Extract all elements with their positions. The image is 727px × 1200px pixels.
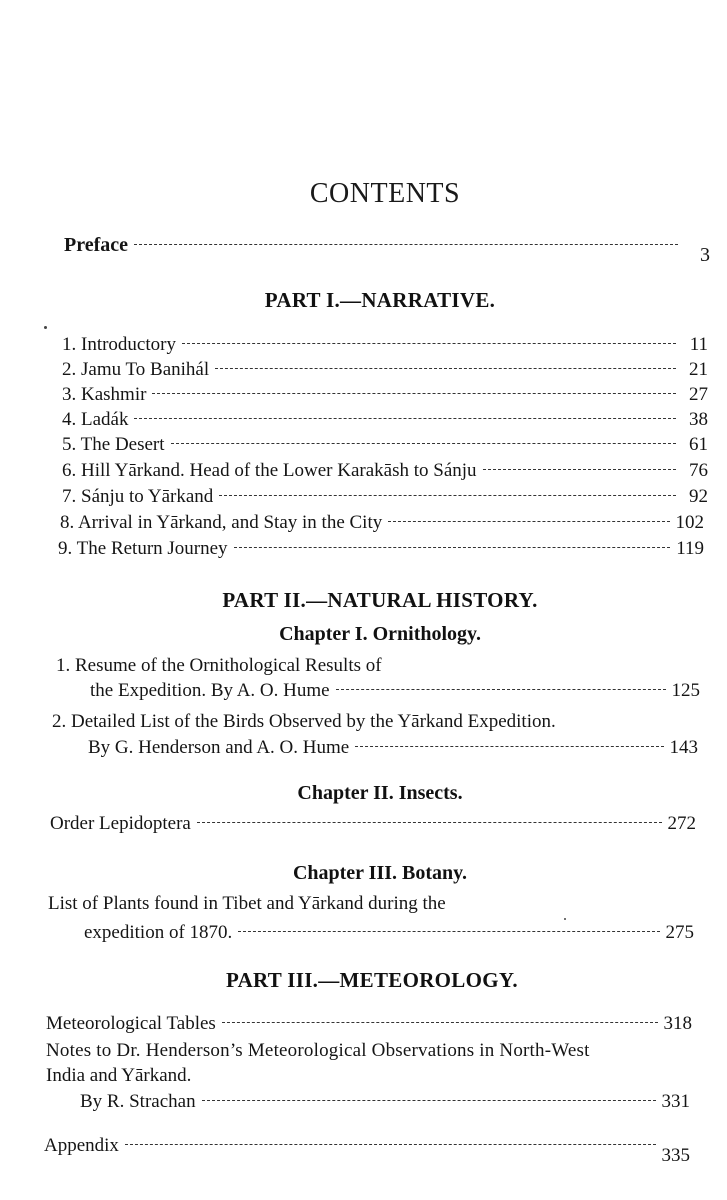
toc-entry-page: 76 [689,460,708,481]
leader-dots [171,443,676,444]
toc-entry [62,434,708,456]
toc-entry-page: 272 [667,813,696,834]
print-speck [564,918,566,920]
toc-entry [62,384,708,406]
leader-dots [197,822,662,823]
toc-entry [60,512,704,534]
toc-entry-label: the Expedition. By A. O. Hume [90,680,330,701]
toc-entry-line: 2. Detailed List of the Birds Observed by the Yārkand Expedition. [52,711,556,732]
part-2-heading: PART II.—NATURAL HISTORY. [222,588,538,612]
toc-entry-label: 2. Jamu To Banihál [62,359,210,380]
toc-entry-page: 92 [689,486,708,507]
toc-entry-page: 102 [675,512,704,533]
toc-entry-page: 119 [676,538,704,559]
toc-entry [46,1013,692,1035]
toc-entry-label: 9. The Return Journey [58,538,228,559]
toc-entry-label: 6. Hill Yārkand. Head of the Lower Karakāsh to Sánju [62,460,477,481]
leader-dots [182,343,676,344]
toc-entry-appendix [44,1135,690,1166]
toc-entry-line: India and Yārkand. [46,1065,192,1086]
toc-entry-page: 275 [665,922,694,943]
toc-entry-page: 318 [663,1013,692,1034]
toc-entry-line: List of Plants found in Tibet and Yārkand during the [48,893,446,914]
toc-entry [90,680,700,702]
toc-entry-label: 4. Ladák [62,409,129,430]
toc-entry-line: Notes to Dr. Henderson’s Meteorological Observations in North-West [46,1040,590,1061]
chapter-3-heading: Chapter III. Botany. [292,862,468,884]
toc-entry [88,737,698,759]
toc-entry-page: 21 [689,359,708,380]
part-1-heading: PART I.—NARRATIVE. [264,288,496,312]
toc-entry-preface [64,234,710,266]
leader-dots [222,1022,658,1023]
leader-dots [215,368,676,369]
leader-dots [355,746,663,747]
toc-entry-page: 143 [669,737,698,758]
leader-dots [238,931,659,932]
toc-entry [62,359,708,381]
toc-entry [80,1091,690,1113]
toc-entry [50,813,696,835]
page-title: CONTENTS [309,178,461,209]
leader-dots [336,689,666,690]
leader-dots [125,1144,656,1145]
toc-entry-label: 3. Kashmir [62,384,147,405]
toc-entry [58,538,704,560]
toc-entry [62,460,708,482]
leader-dots [134,244,678,245]
toc-entry-label: 8. Arrival in Yārkand, and Stay in the City [60,512,383,533]
leader-dots [234,547,671,548]
print-speck [44,326,47,329]
toc-entry-label: expedition of 1870. [84,922,233,943]
leader-dots [388,521,669,522]
toc-entry-page: 3 [700,244,710,266]
toc-entry-label: Order Lepidoptera [50,813,191,834]
toc-entry-line: 1. Resume of the Ornithological Results of [56,655,382,676]
toc-entry [62,486,708,508]
toc-entry-page: 125 [671,680,700,701]
toc-entry-label: Meteorological Tables [46,1013,216,1034]
toc-entry [62,409,708,431]
toc-entry-label: By R. Strachan [80,1091,196,1112]
part-3-heading: PART III.—METEOROLOGY. [226,968,518,992]
toc-entry-label: 7. Sánju to Yārkand [62,486,214,507]
leader-dots [152,393,676,394]
toc-entry-page: 61 [689,434,708,455]
leader-dots [134,418,676,419]
toc-entry [62,334,708,356]
toc-entry-label: Preface [64,234,129,256]
chapter-1-heading: Chapter I. Ornithology. [279,623,481,645]
leader-dots [219,495,676,496]
leader-dots [202,1100,656,1101]
leader-dots [483,469,676,470]
toc-entry-label: By G. Henderson and A. O. Hume [88,737,350,758]
toc-entry-page: 335 [661,1145,690,1166]
toc-entry-page: 331 [661,1091,690,1112]
toc-entry [84,922,694,944]
toc-entry-label: 1. Introductory [62,334,176,355]
toc-entry-page: 11 [689,334,708,355]
toc-entry-page: 27 [689,384,708,405]
chapter-2-heading: Chapter II. Insects. [297,782,463,804]
toc-entry-label: 5. The Desert [62,434,165,455]
toc-entry-page: 38 [689,409,708,430]
toc-entry-label: Appendix [44,1135,119,1156]
